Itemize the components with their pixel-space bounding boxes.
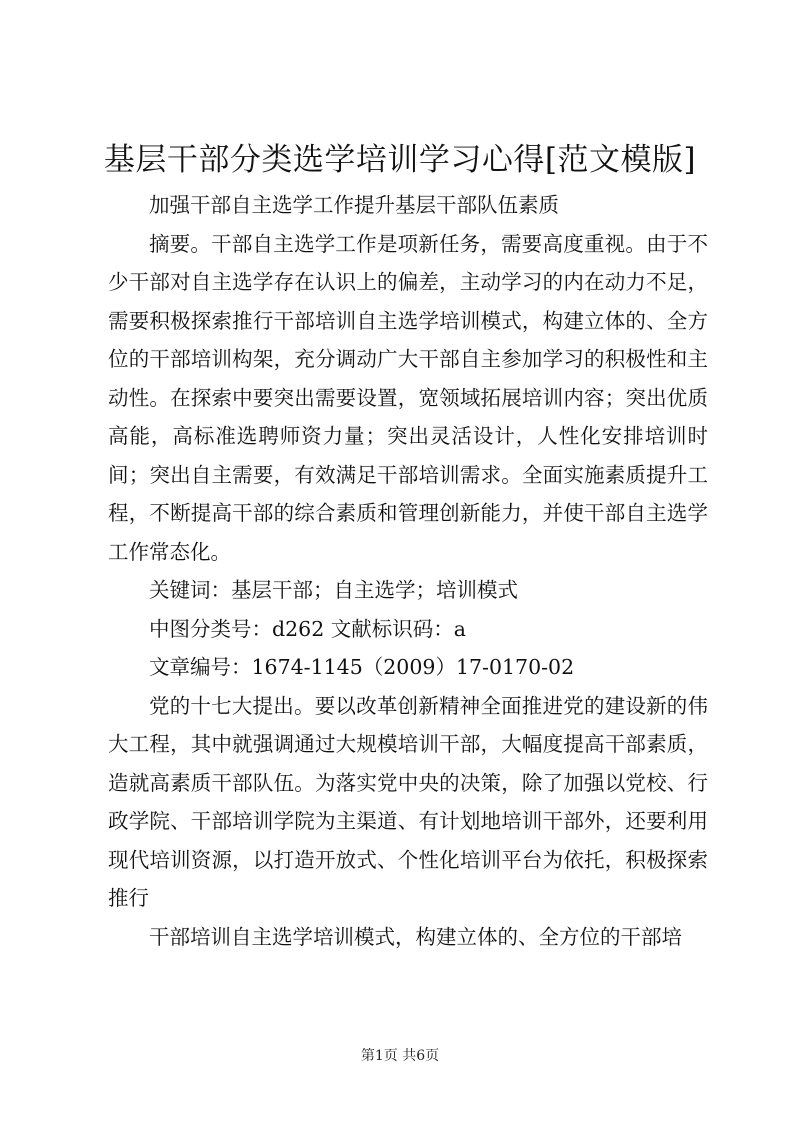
article-number-paragraph: 文章编号：1674-1145（2009）17-0170-02 <box>149 655 575 679</box>
keywords-paragraph: 关键词：基层干部；自主选学；培训模式 <box>149 578 518 602</box>
body-paragraph: 党的十七大提出。要以改革创新精神全面推进党的建设新的伟大工程，其中就强调通过大规模培训干部，大幅度提高干部素质，造就高素质干部队伍。为落实党中央的决策，除了加强以党校、行政学院、干部培训学院为主渠道、有计划地培训干部外，还要利用现代培训资源，以打造开放式、个性化培训平台为依托，积极探索推行 <box>108 693 708 910</box>
page-indicator: 第1页 共6页 <box>360 1048 440 1064</box>
abstract-paragraph: 摘要。干部自主选学工作是项新任务，需要高度重视。由于不少干部对自主选学存在认识上的偏差，主动学习的内在动力不足，需要积极探索推行干部培训自主选学培训模式，构建立体的、全方位的干部培训构架，充分调动广大干部自主参加学习的积极性和主动性。在探索中要突出需要设置，宽领域拓展培训内容；突出优质高能，高标准选聘师资力量；突出灵活设计，人性化安排培训时间；突出自主需要，有效满足干部培训需求。全面实施素质提升工程，不断提高干部的综合素质和管理创新能力，并使干部自主选学工作常态化。 <box>108 231 708 564</box>
subtitle-paragraph: 加强干部自主选学工作提升基层干部队伍素质 <box>149 193 559 217</box>
classification-paragraph: 中图分类号：d262 文献标识码：a <box>149 616 466 641</box>
document-title: 基层干部分类选学培训学习心得[范文模版] <box>103 142 697 178</box>
document-body <box>108 186 708 956</box>
body-paragraph: 干部培训自主选学培训模式，构建立体的、全方位的干部培 <box>149 924 682 949</box>
